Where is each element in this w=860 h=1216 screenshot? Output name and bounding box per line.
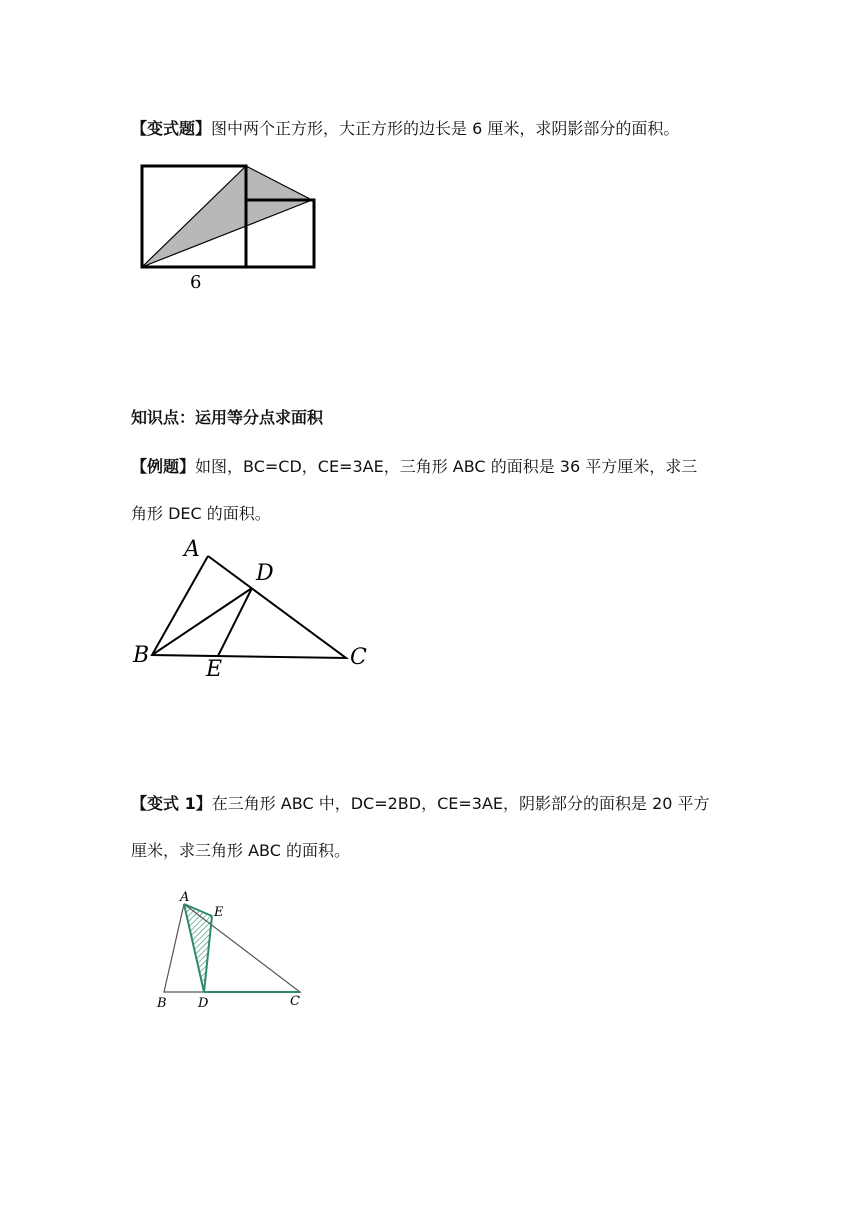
bracket-label: 【例题】 <box>131 457 196 476</box>
shaded-triangle <box>142 166 312 267</box>
variant-question-1 <box>131 118 679 140</box>
triangle-outline <box>152 556 346 658</box>
question-text: 如图，BC=CD，CE=3AE，三角形 ABC 的面积是 36 平方厘米，求三 <box>195 457 698 476</box>
bracket-label: 【变式 1】 <box>131 794 212 813</box>
question-text: 图中两个正方形，大正方形的边长是 6 厘米，求阴影部分的面积。 <box>211 119 680 138</box>
variant-question-2-line2: 厘米，求三角形 ABC 的面积。 <box>131 841 350 860</box>
triangle-shaded-figure <box>150 886 340 1016</box>
label-d: D <box>256 561 274 586</box>
question-text: 在三角形 ABC 中，DC=2BD，CE=3AE，阴影部分的面积是 20 平方 <box>211 794 710 813</box>
two-squares-figure <box>130 158 330 293</box>
triangle-outline <box>164 904 300 992</box>
segment-bd <box>152 588 252 655</box>
label-b: B <box>157 996 167 1011</box>
label-a: A <box>180 890 190 905</box>
label-e: E <box>214 905 224 920</box>
variant-question-2-line1 <box>131 793 710 815</box>
label-e: E <box>206 657 223 682</box>
triangle-abc-figure <box>128 532 378 684</box>
side-length-label: 6 <box>190 272 202 293</box>
label-c: C <box>290 994 300 1009</box>
bracket-label: 【变式题】 <box>131 119 212 138</box>
label-d: D <box>198 996 209 1011</box>
knowledge-point-heading: 知识点：运用等分点求面积 <box>131 408 324 427</box>
example-question-line2: 角形 DEC 的面积。 <box>131 504 271 523</box>
label-c: C <box>350 645 367 670</box>
label-a: A <box>184 537 200 562</box>
example-question-line1 <box>131 456 697 478</box>
label-b: B <box>133 643 150 668</box>
